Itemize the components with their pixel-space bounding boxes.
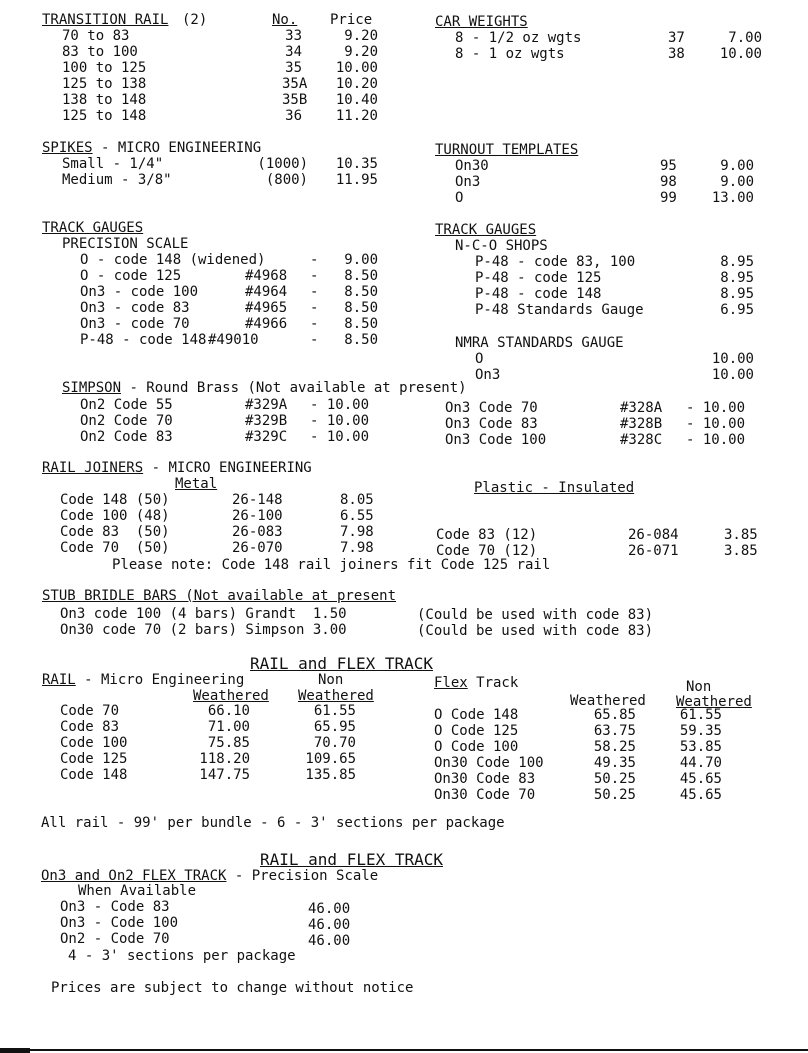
row-part: #328B [620,416,663,432]
col-price-header: Price [330,12,373,28]
row-price: 11.95 [335,172,378,188]
row-label: On3 Code 83 [445,416,538,432]
flex-subtitle: Track [467,675,519,691]
row-label: On2 - Code 70 [60,931,170,947]
row-label: 8 - 1/2 oz wgts [455,30,582,46]
row-weathered: 71.00 [207,719,250,735]
rail-joiners-heading [42,460,312,476]
row-label: O [475,351,484,367]
row-label: P-48 - code 148 [475,286,602,302]
row-price: 46.00 [308,917,351,933]
row-non-weathered: 44.70 [679,755,722,771]
rail-joiners-note: Please note: Code 148 rail joiners fit Code 125 rail [112,557,551,573]
plastic-heading: Plastic - Insulated [474,480,635,496]
row-price: 13.00 [711,190,754,206]
row-price: 7.98 [340,540,374,556]
row-no: 98 [660,174,677,190]
row-part: 26-084 [628,527,679,543]
spikes-subtitle: - MICRO ENGINEERING [92,140,262,156]
row-label: Code 83 (50) [60,524,170,540]
row-price: 10.20 [335,76,378,92]
row-price: - 10.00 [310,397,370,413]
row-price: - 10.00 [686,400,746,416]
row-label: Code 148 [60,767,128,783]
row-weathered: 63.75 [593,723,636,739]
row-price: 10.35 [335,156,378,172]
row-label: On30 Code 70 [434,787,536,803]
track-gauges-title: TRACK GAUGES [435,222,537,238]
row-part: #329B [245,413,288,429]
row-weathered: 118.20 [199,751,250,767]
col-non-weathered-header: Weathered [298,688,374,704]
row-price: - 10.00 [686,416,746,432]
row-label: P-48 - code 125 [475,270,602,286]
row-label: 70 to 83 [62,28,130,44]
spikes-title: SPIKES [42,140,93,156]
rail-subtitle: - Micro Engineering [75,672,245,688]
flex-track-heading [41,868,378,884]
row-label: On3 - code 70 [80,316,190,332]
row-price: 10.00 [335,60,378,76]
row-price: 9.00 [720,158,754,174]
transition-rail-title: TRANSITION RAIL [42,12,169,28]
row-weathered: 50.25 [593,771,636,787]
row-weathered: 58.25 [593,739,636,755]
row-price: 10.00 [711,351,754,367]
row-non-weathered: 45.65 [679,771,722,787]
row-price: 8.50 [344,284,378,300]
row-label: Code 148 (50) [60,492,170,508]
transition-rail-qty: (2) [182,12,208,28]
row-part: 26-148 [232,492,283,508]
row-part: 26-071 [628,543,679,559]
row-part: #49010 [208,332,259,348]
col-weathered-header: Weathered [193,688,269,704]
row-non-weathered: 70.70 [313,735,356,751]
stub-bridle-bars-title: STUB BRIDLE BARS (Not available at present [42,588,397,604]
row-label: 100 to 125 [62,60,147,76]
row-label: O - code 125 [80,268,182,284]
row-weathered: 147.75 [199,767,250,783]
row-weathered: 49.35 [593,755,636,771]
row-part: #4968 [245,268,288,284]
simpson-subtitle: - Round Brass (Not available at present) [121,380,467,396]
row-no: 35A [282,76,308,92]
row-price: 10.00 [711,367,754,383]
rail-joiners-subtitle: - MICRO ENGINEERING [143,460,312,476]
track-gauges-title: TRACK GAUGES [42,220,144,236]
price-disclaimer: Prices are subject to change without notice [51,980,414,996]
row-label: On3 code 100 (4 bars) Grandt 1.50 [60,606,347,622]
rail-title: RAIL [42,672,76,688]
nmra-title: NMRA STANDARDS GAUGE [455,335,624,351]
col-non-weathered-header: Weathered [676,694,752,710]
row-no: 35B [282,92,308,108]
row-label: On2 Code 55 [80,397,173,413]
row-label: P-48 Standards Gauge [475,302,644,318]
row-price: 10.40 [335,92,378,108]
simpson-title: SIMPSON [62,380,122,396]
rail-flex-heading: RAIL and FLEX TRACK [250,654,434,673]
row-label: Small - 1/4" [62,156,164,172]
row-part: #4966 [245,316,288,332]
row-non-weathered: 109.65 [305,751,356,767]
row-label: Code 125 [60,751,128,767]
row-part: #4965 [245,300,288,316]
row-label: Code 70 [60,703,120,719]
row-price: 6.55 [340,508,374,524]
track-gauges-subtitle: N-C-O SHOPS [455,238,548,254]
flex-heading [434,675,518,691]
metal-heading: Metal [175,476,218,492]
rail-heading [42,672,244,688]
rail-joiners-title: RAIL JOINERS [42,460,144,476]
row-label: On3 Code 100 [445,432,547,448]
row-note: (Could be used with code 83) [417,607,654,623]
row-price: - 10.00 [686,432,746,448]
row-label: O - code 148 (widened) [80,252,266,268]
row-part: #4964 [245,284,288,300]
row-label: On3 Code 70 [445,400,538,416]
row-label: 8 - 1 oz wgts [455,46,565,62]
col-non-header: Non [318,672,344,688]
availability-note: When Available [78,883,197,899]
row-weathered: 50.25 [593,787,636,803]
row-price: 6.95 [720,302,754,318]
row-price: 8.50 [344,300,378,316]
row-weathered: 66.10 [207,703,250,719]
flex-track-title: On3 and On2 FLEX TRACK [41,868,227,884]
row-weathered: 65.85 [593,707,636,723]
row-dash: - [310,252,319,268]
row-price: 9.20 [344,44,378,60]
track-gauges-subtitle: PRECISION SCALE [62,236,189,252]
row-label: On3 - code 100 [80,284,199,300]
row-price: 9.00 [344,252,378,268]
row-no: 35 [285,60,302,76]
row-label: 125 to 138 [62,76,147,92]
row-label: 83 to 100 [62,44,138,60]
flex-track-subtitle: - Precision Scale [226,868,379,884]
row-label: On2 Code 83 [80,429,173,445]
row-part: 26-083 [232,524,283,540]
row-price: 9.20 [344,28,378,44]
row-label: O Code 125 [434,723,519,739]
row-label: On30 code 70 (2 bars) Simpson 3.00 [60,622,347,638]
row-label: 138 to 148 [62,92,147,108]
row-part: 26-100 [232,508,283,524]
row-label: On30 Code 100 [434,755,544,771]
row-label: On3 [475,367,501,383]
row-part: #328C [620,432,663,448]
row-price: 3.85 [724,543,758,559]
row-part: 26-070 [232,540,283,556]
row-no: 37 [668,30,685,46]
row-non-weathered: 59.35 [679,723,722,739]
row-label: P-48 - code 148 [80,332,207,348]
row-no: 99 [660,190,677,206]
flex-footnote: 4 - 3' sections per package [68,948,296,964]
row-dash: - [310,332,319,348]
row-label: On3 - code 83 [80,300,190,316]
row-price: 8.05 [340,492,374,508]
row-price: 8.95 [720,270,754,286]
row-label: On30 [455,158,489,174]
row-label: O Code 100 [434,739,519,755]
row-dash: - [310,284,319,300]
row-label: On3 - Code 83 [60,899,170,915]
row-no: 33 [285,28,302,44]
row-non-weathered: 135.85 [305,767,356,783]
row-label: On30 Code 83 [434,771,536,787]
row-price: 3.85 [724,527,758,543]
row-label: On3 - Code 100 [60,915,179,931]
row-label: O Code 148 [434,707,519,723]
row-non-weathered: 65.95 [313,719,356,735]
row-no: 36 [285,108,302,124]
row-price: 8.50 [344,332,378,348]
row-price: 46.00 [308,933,351,949]
col-no-header: No. [272,12,298,28]
row-label: Code 100 [60,735,128,751]
scan-edge-line [0,1049,808,1051]
row-label: Medium - 3/8" [62,172,172,188]
row-price: 7.00 [728,30,762,46]
row-label: 125 to 148 [62,108,147,124]
row-price: 46.00 [308,901,351,917]
row-dash: - [310,316,319,332]
scan-edge-mark [0,1048,30,1053]
row-no: 34 [285,44,302,60]
row-dash: - [310,300,319,316]
spikes-heading [42,140,261,156]
row-weathered: 75.85 [207,735,250,751]
row-price: 9.00 [720,174,754,190]
row-non-weathered: 45.65 [679,787,722,803]
row-part: #328A [620,400,663,416]
col-non-header: Non [686,679,712,695]
row-part: #329C [245,429,288,445]
row-label: Code 70 (50) [60,540,170,556]
row-price: 10.00 [719,46,762,62]
row-price: - 10.00 [310,429,370,445]
row-price: 8.95 [720,286,754,302]
row-dash: - [310,268,319,284]
row-no: 38 [668,46,685,62]
row-label: Code 70 (12) [436,543,538,559]
row-label: O [455,190,464,206]
row-price: 8.50 [344,316,378,332]
row-label: Code 100 (48) [60,508,170,524]
turnout-templates-title: TURNOUT TEMPLATES [435,142,579,158]
row-note: (Could be used with code 83) [417,623,654,639]
row-non-weathered: 53.85 [679,739,722,755]
row-label: Code 83 (12) [436,527,538,543]
col-weathered-header: Weathered [570,693,646,709]
row-price: 11.20 [335,108,378,124]
row-price: - 10.00 [310,413,370,429]
row-price: 8.50 [344,268,378,284]
row-price: 8.95 [720,254,754,270]
row-label: P-48 - code 83, 100 [475,254,636,270]
row-label: On3 [455,174,481,190]
row-qty: (800) [265,172,308,188]
row-non-weathered: 61.55 [679,707,722,723]
rail-footnote: All rail - 99' per bundle - 6 - 3' sections per package [41,815,505,831]
row-no: 95 [660,158,677,174]
flex-title: Flex [434,675,468,691]
simpson-heading [62,380,467,396]
row-non-weathered: 61.55 [313,703,356,719]
row-qty: (1000) [257,156,308,172]
row-label: Code 83 [60,719,120,735]
row-label: On2 Code 70 [80,413,173,429]
row-part: #329A [245,397,288,413]
car-weights-title: CAR WEIGHTS [435,14,528,30]
row-price: 7.98 [340,524,374,540]
rail-flex-heading: RAIL and FLEX TRACK [260,850,444,869]
